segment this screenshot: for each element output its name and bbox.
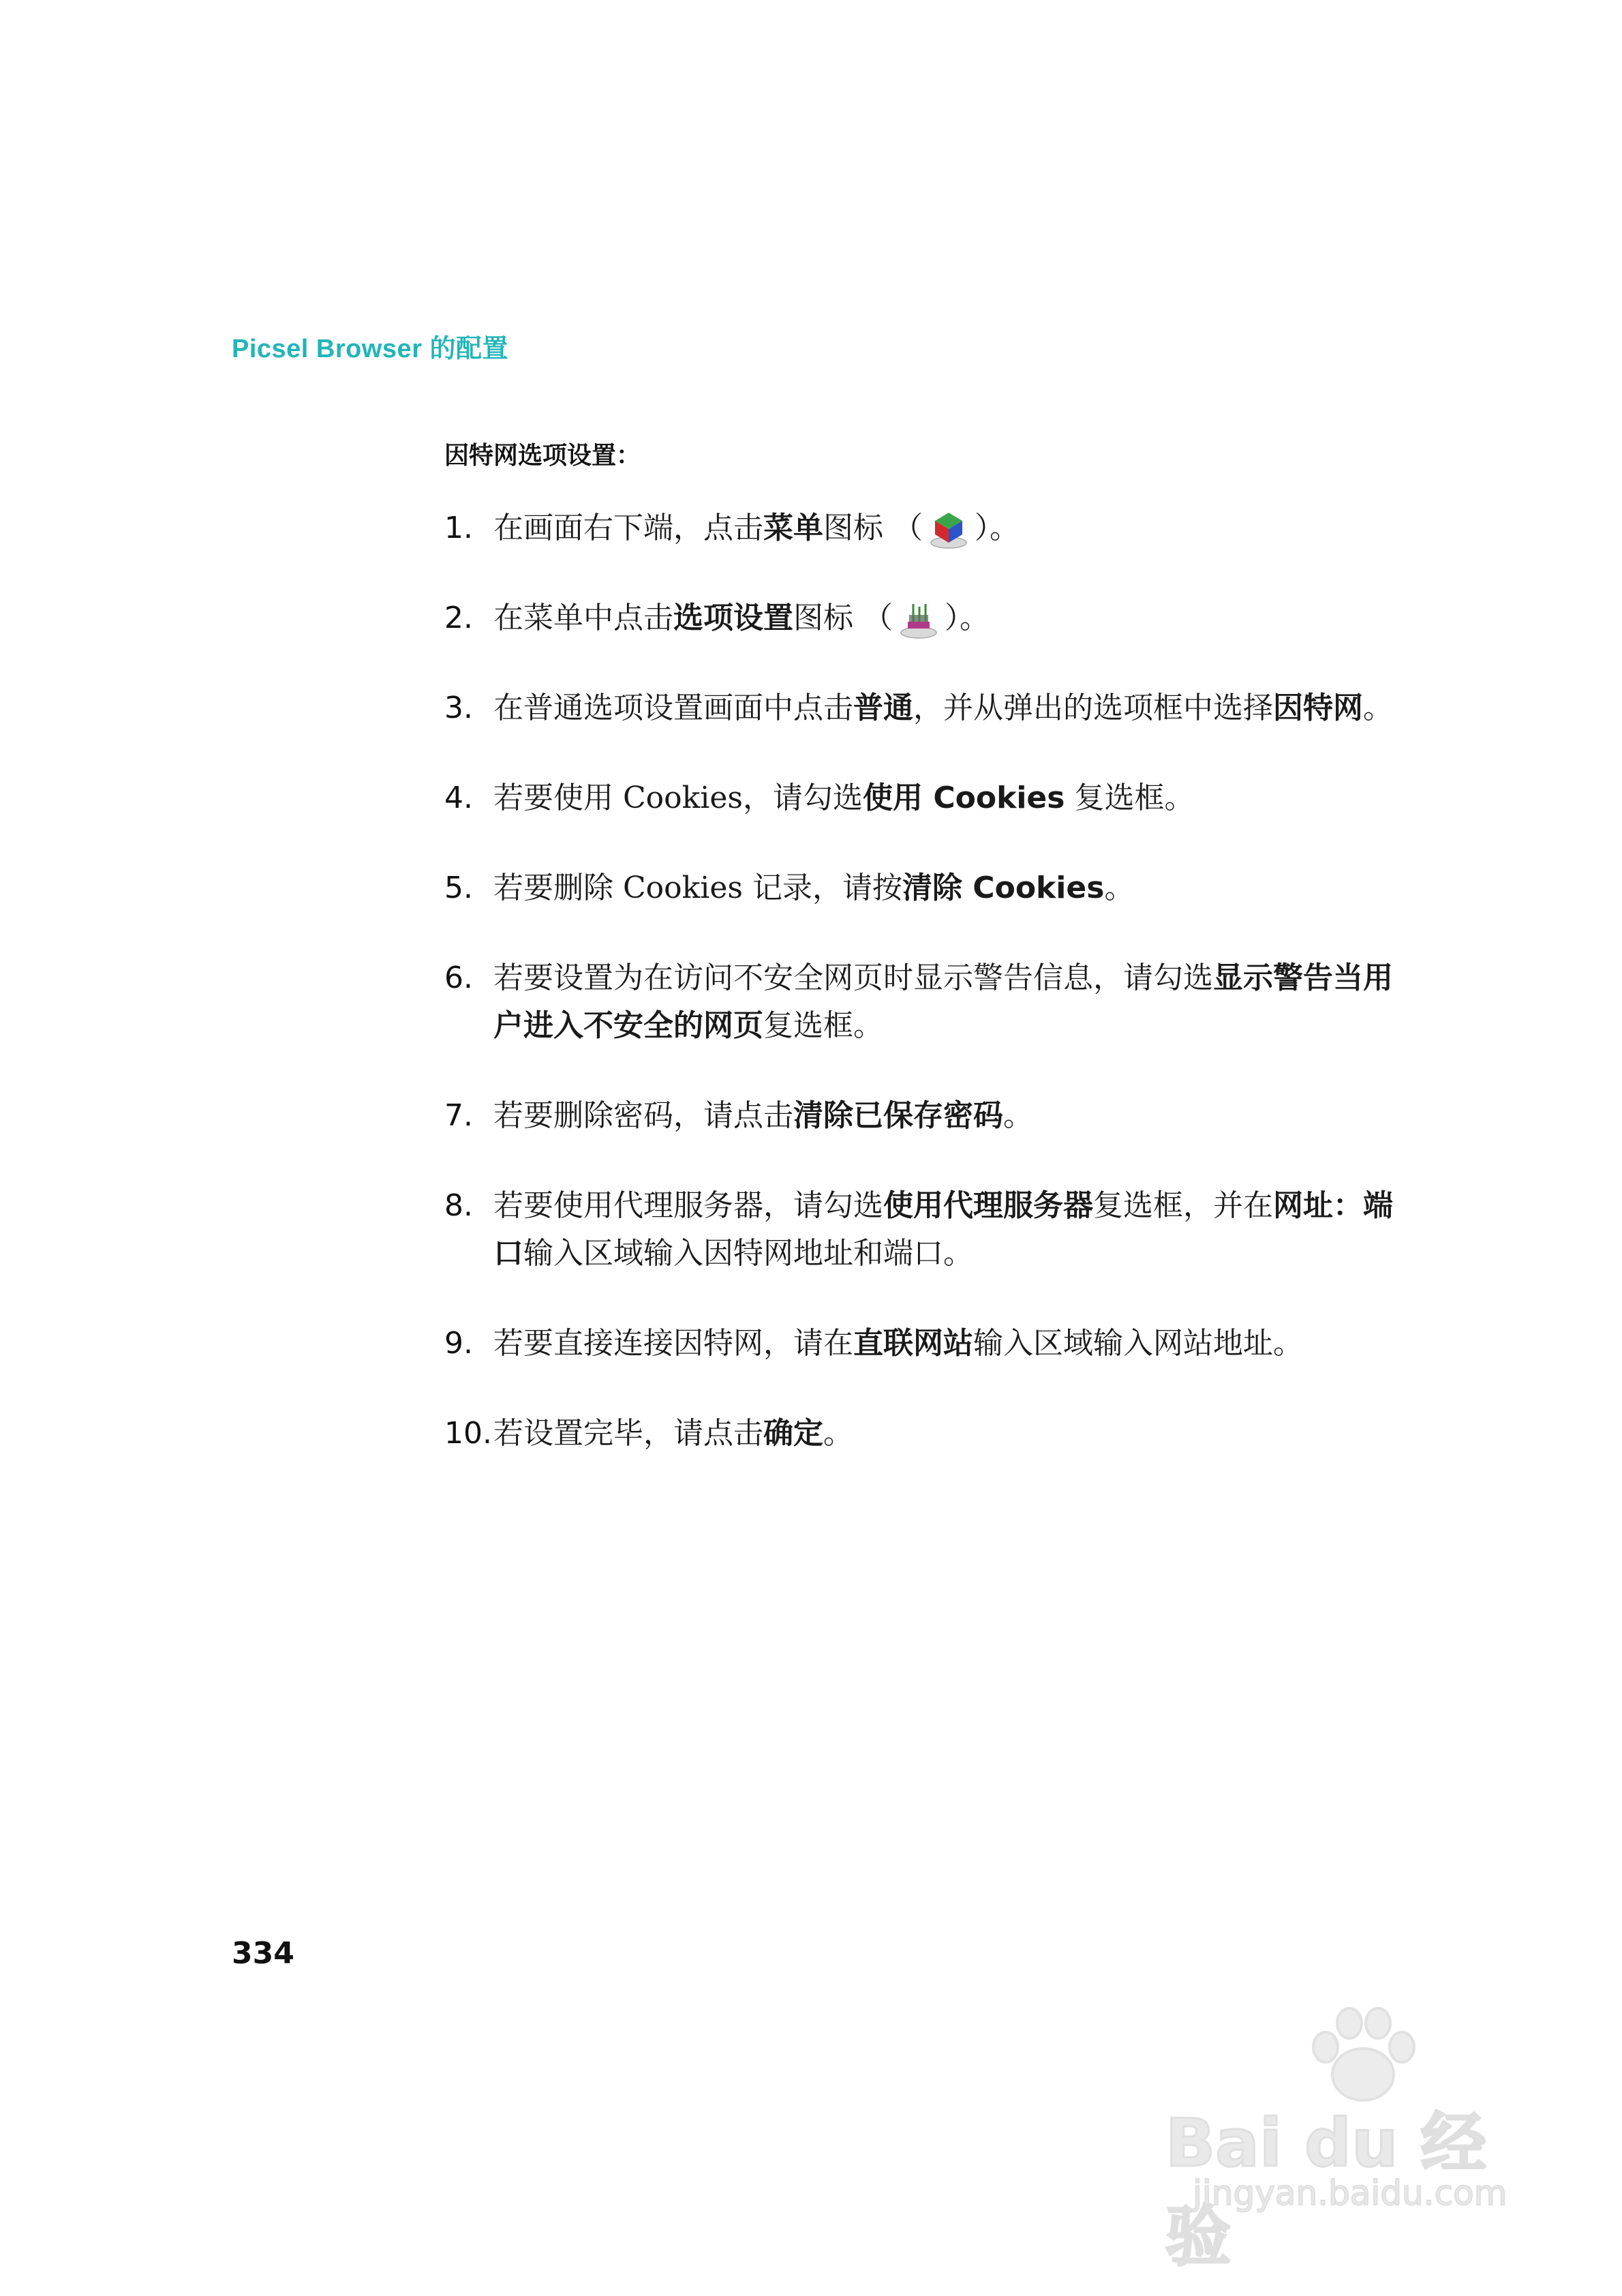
step-bold-text: 使用代理服务器 (883, 1188, 1093, 1223)
step-text: ）。 (975, 511, 1020, 545)
step-text: 图标 （ (823, 511, 923, 545)
step-bold-text: 网址：端口 (493, 1188, 1393, 1271)
section-title: Picsel Browser 的配置 (232, 335, 509, 363)
step-bold-text: 确定 (763, 1416, 823, 1451)
step-text: ，并从弹出的选项框中选择 (913, 691, 1273, 725)
step-text: 复选框，并在 (1093, 1188, 1273, 1223)
step-text: 在菜单中点击 (493, 601, 673, 635)
paw-icon (1302, 2003, 1424, 2105)
watermark-brand: Bai du 经验 (1165, 2105, 1486, 2275)
subheading: 因特网选项设置： (444, 442, 641, 470)
step-number: 9. (444, 1326, 473, 1361)
step-text: 若要设置为在访问不安全网页时显示警告信息，请勾选 (493, 961, 1213, 995)
baidu-jingyan-watermark (1165, 2003, 1547, 2275)
step-bold-text: 直联网站 (853, 1326, 973, 1361)
menu-cube-icon (927, 509, 970, 552)
step-text: 。 (823, 1416, 853, 1451)
step-text: 若要使用代理服务器，请勾选 (493, 1188, 883, 1223)
step-bold-text: 显示警告当用户进入不安全的网页 (493, 961, 1393, 1043)
step-text: 输入区域输入网站地址。 (973, 1326, 1303, 1361)
step-number: 3. (444, 691, 473, 725)
step-number: 10. (444, 1416, 492, 1451)
step-text: 。 (1363, 691, 1393, 725)
step-bold-text: 清除 Cookies (902, 871, 1105, 905)
step-bold-text: 使用 Cookies (863, 781, 1065, 815)
page-number: 334 (232, 1936, 294, 1971)
step-text: 图标 （ (793, 601, 893, 635)
step-text: 若要直接连接因特网，请在 (493, 1326, 853, 1361)
step-number: 6. (444, 961, 473, 995)
step-item (444, 594, 1419, 642)
step-text: 。 (1003, 1098, 1033, 1133)
step-item (444, 864, 1419, 912)
step-item (444, 1092, 1419, 1140)
step-text: 复选框。 (763, 1008, 883, 1043)
watermark-url: jingyan.baidu.com (1193, 2173, 1508, 2213)
step-number: 2. (444, 601, 473, 635)
step-text: 若设置完毕，请点击 (493, 1416, 763, 1451)
step-text: 若要删除密码，请点击 (493, 1098, 793, 1133)
step-bold-text: 菜单 (763, 511, 823, 545)
steps-list (444, 504, 1419, 1500)
step-number: 1. (444, 511, 473, 545)
options-settings-icon (897, 599, 940, 642)
step-number: 5. (444, 871, 473, 905)
step-number: 7. (444, 1098, 473, 1133)
step-text: 若要删除 Cookies 记录，请按 (493, 871, 902, 905)
step-bold-text: 因特网 (1273, 691, 1363, 725)
step-item (444, 774, 1419, 822)
step-text: 若要使用 Cookies，请勾选 (493, 781, 863, 815)
step-item (444, 684, 1419, 732)
step-text: ）。 (945, 601, 990, 635)
step-item (444, 504, 1419, 552)
step-item (444, 1320, 1419, 1368)
step-bold-text: 普通 (853, 691, 913, 725)
step-text: 输入区域输入因特网地址和端口。 (523, 1236, 973, 1271)
step-bold-text: 选项设置 (673, 601, 793, 635)
step-bold-text: 清除已保存密码 (793, 1098, 1003, 1133)
step-item (444, 1410, 1419, 1457)
step-text: 在画面右下端，点击 (493, 511, 763, 545)
step-text: 。 (1104, 871, 1135, 905)
step-item (444, 1182, 1419, 1278)
step-number: 8. (444, 1188, 473, 1223)
step-text: 在普通选项设置画面中点击 (493, 691, 853, 725)
step-number: 4. (444, 781, 473, 815)
step-item (444, 954, 1419, 1050)
step-text: 复选框。 (1065, 781, 1195, 815)
